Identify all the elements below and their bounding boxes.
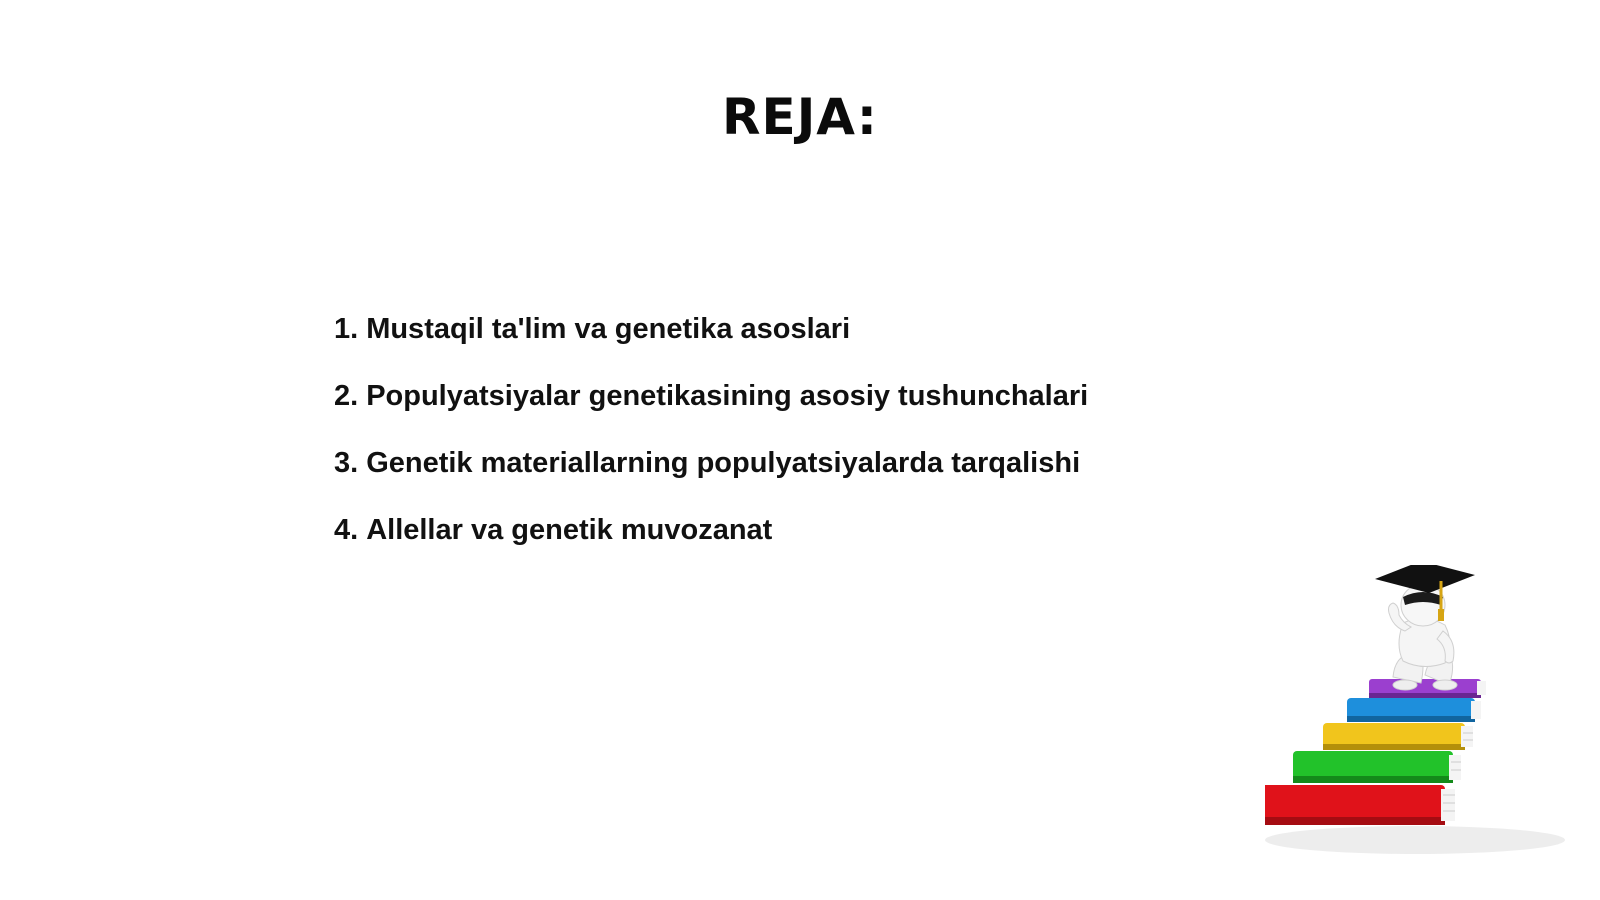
book-purple <box>1369 679 1486 698</box>
plan-list <box>334 312 1088 580</box>
plan-item-number: 2. <box>334 380 359 412</box>
slide-title: REJA: <box>722 88 878 146</box>
plan-item-text: Mustaqil ta'lim va genetika asoslari <box>366 313 851 345</box>
plan-item-number: 3. <box>334 447 359 479</box>
book-blue <box>1347 698 1481 722</box>
plan-item-4 <box>334 513 1088 547</box>
plan-item-2 <box>334 379 1088 413</box>
graduate-on-books-icon <box>1265 565 1565 865</box>
white-figure <box>1375 565 1475 690</box>
plan-item-text: Populyatsiyalar genetikasining asosiy tushunchalari <box>366 380 1089 412</box>
plan-item-text: Allellar va genetik muvozanat <box>366 514 773 546</box>
book-green <box>1293 751 1461 783</box>
book-red <box>1265 785 1455 825</box>
plan-item-3 <box>334 446 1088 480</box>
book-yellow <box>1323 723 1473 750</box>
graduation-cap <box>1375 565 1475 593</box>
plan-item-number: 1. <box>334 313 359 345</box>
plan-item-1 <box>334 312 1088 346</box>
plan-item-text: Genetik materiallarning populyatsiyalarda tarqalishi <box>366 447 1081 479</box>
plan-item-number: 4. <box>334 514 359 546</box>
shadow <box>1265 826 1565 854</box>
